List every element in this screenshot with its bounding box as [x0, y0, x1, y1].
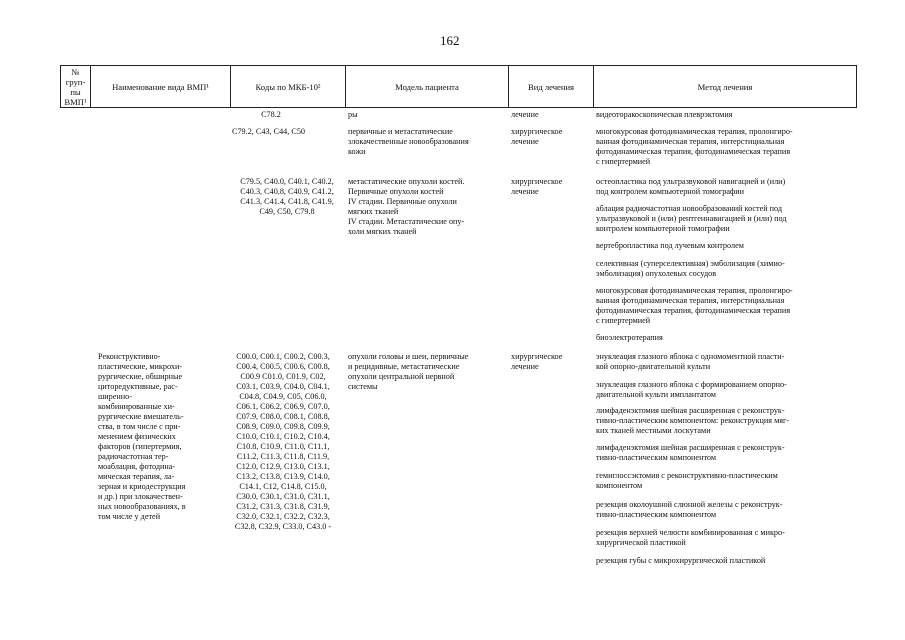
- method-item: резекция верхней челюсти комбинированная с микро- хирургической пластикой: [596, 528, 785, 547]
- codes-cell: C78.2: [261, 110, 281, 119]
- method-item: аблация радиочастотная новообразований костей под ультразвуковой и (или) рентгеннавигацией и (или) под контролем компьютерной томографии: [596, 204, 787, 233]
- header-patient-model: Модель пациента: [395, 82, 459, 92]
- header-treatment-type: Вид лечения: [527, 82, 575, 92]
- method-item: энуклеация глазного яблока с одномоментной пласти- кой опорно-двигательной культи: [596, 352, 785, 371]
- header-treatment-method: Метод лечения: [697, 82, 753, 92]
- method-item: многокурсовая фотодинамическая терапия, пролонгиро- ванная фотодинамическая терапия, интерстициальная фотодинамическая терапия, фотодинамическая терапия с гипертермией: [596, 127, 793, 166]
- method-item: селективная (суперселективная) эмболизация (химио- эмболизация) опухолевых сосудов: [596, 259, 785, 278]
- vmp-name-cell: Реконструктивно- пластические, микрохи- рургические, обширные циторедуктивные, рас- ширенно- комбинированные хи- рургические вмешатель- ства, в том числе с при- менением физических факторов (гипертермия, радиочастотная тер- моаблация, фотодина- мическая терапия, ла- зерная и криодеструкция и др.) при злокачествен- ных новообразованиях, в том числе у детей: [98, 352, 186, 521]
- method-item: вертебропластика под лучевым контролем: [596, 241, 744, 250]
- method-item: энуклеация глазного яблока с формированием опорно- двигательной культи имплантатом: [596, 380, 787, 399]
- method-item: видеоторакоскопическая плеврэктомия: [596, 110, 733, 119]
- header-bottom-border: [60, 107, 857, 108]
- method-item: резекция губы с микрохирургической пластикой: [596, 556, 766, 565]
- codes-cell: C79.5, C40.0, C40.1, C40.2, C40.3, C40.8, C40.9, C41.2, C41.3, C41.4, C41.8, C41.9, C49, C50, C79.8: [240, 177, 334, 216]
- method-item: многокурсовая фотодинамическая терапия, пролонгиро- ванная фотодинамическая терапия, интерстициальная фотодинамическая терапия, фотодинамическая терапия с гипертермией: [596, 286, 793, 325]
- patient-model-cell: опухоли головы и шеи, первичные и рецидивные, метастатические опухоли центральной нервной системы: [348, 352, 469, 391]
- method-item: биоэлектротерапия: [596, 333, 663, 342]
- method-item: остеопластика под ультразвуковой навигацией и (или) под контролем компьютерной томографии: [596, 177, 786, 196]
- method-item: лимфаденэктомия шейная расширенная с реконструк- тивно-пластическим компонентом: [596, 443, 785, 462]
- patient-model-cell: ры: [348, 110, 358, 119]
- header-vmp-name: Наименование вида ВМП¹: [112, 82, 209, 92]
- patient-model-cell: метастатические опухоли костей. Первичные опухоли костей IV стадии. Первичные опухоли мягких тканей IV стадии. Метастатические опу- холи мягких тканей: [348, 177, 465, 236]
- method-item: резекция околоушной слюнной железы с реконструк- тивно-пластическим компонентом: [596, 500, 783, 519]
- header-group-number: № груп- пы ВМП¹: [64, 67, 87, 107]
- treatment-type-cell: хирургическое лечение: [511, 127, 563, 146]
- treatment-type-cell: лечение: [511, 110, 539, 119]
- method-item: гемиглоссэктомия с реконструктивно-пластическим компонентом: [596, 471, 778, 490]
- header-mkb-codes: Коды по МКБ-10²: [255, 82, 321, 92]
- codes-cell: C79.2, C43, C44, C50: [232, 127, 306, 136]
- treatment-type-cell: хирургическое лечение: [511, 177, 563, 196]
- border-right: [856, 65, 857, 107]
- page-number: 162: [440, 33, 460, 48]
- treatment-type-cell: хирургическое лечение: [511, 352, 563, 371]
- codes-cell: C00.0, C00.1, C00.2, C00.3, C00.4, C00.5, C00.6, C00.8, C00.9 C01.0, C01.9, C02, C03.1, C03.9, C04.0, C04.1, C04.8, C04.9, C05, C06.0, C06.1, C06.2, C06.9, C07.0, C07.9, C08.0, C08.1, C08.8, C08.9, C09.0, C09.8, C09.9, C10.0, C10.1, C10.2, C10.4, C10.8, C10.9, C11.0, C11.1, C11.2, C11.3, C11.8, C11.9, C12.0, C12.9, C13.0, C13.1, C13.2, C13.8, C13.9, C14.0, C14.1, C12, C14.8, C15.0, C30.0, C30.1, C31.0, C31.1, C31.2, C31.3, C31.8, C31.9, C32.0, C32.1, C32.2, C32.3, C32.8, C32.9, C33.0, C43.0 -: [234, 352, 332, 531]
- method-item: лимфаденэктомия шейная расширенная с реконструк- тивно-пластическим компонентом: реконструкция мяг- ких тканей местными лоскутами: [596, 406, 790, 435]
- table-top-border: [60, 65, 857, 66]
- patient-model-cell: первичные и метастатические злокачественные новообразования кожи: [348, 127, 469, 156]
